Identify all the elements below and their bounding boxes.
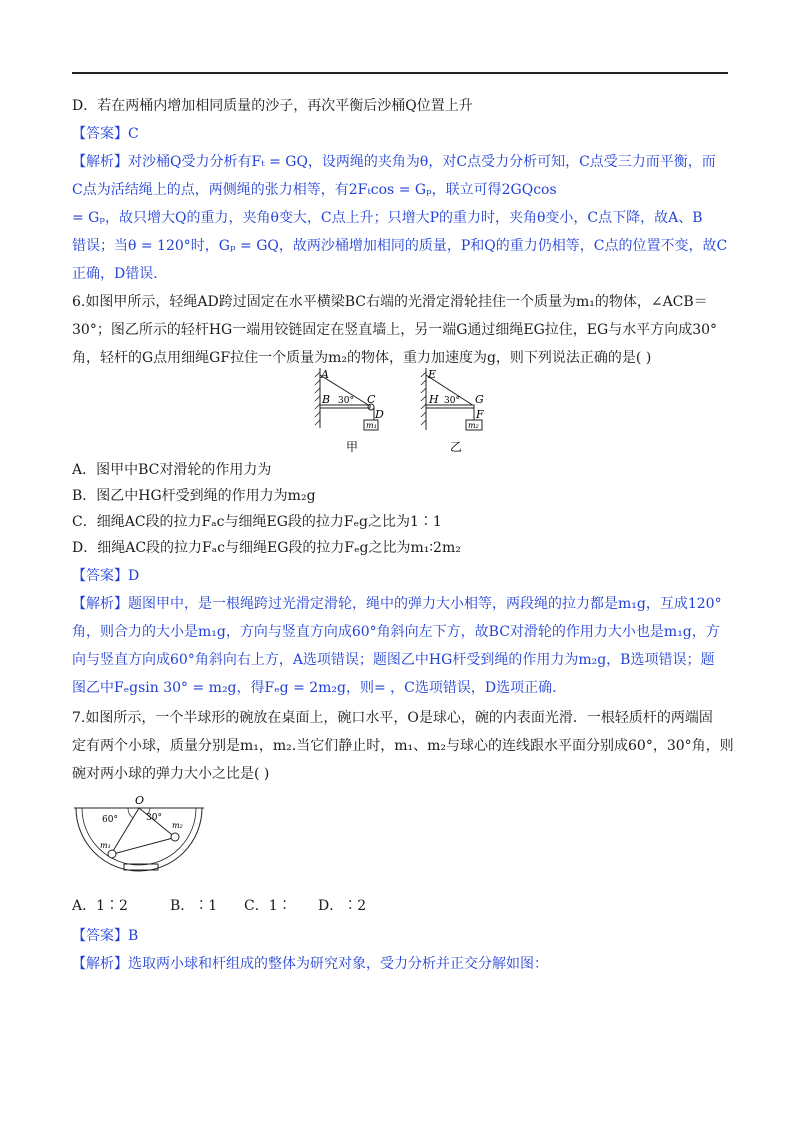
label-f: F (476, 408, 484, 421)
q6-stem: 角，轻杆的G点用细绳GF拉住一个质量为m₂的物体，重力加速度为g，则下列说法正确的是( ) (72, 350, 652, 366)
q6-stem: 6.如图甲所示，轻绳AD跨过固定在水平横梁BC右端的光滑定滑轮挂住一个质量为m₁的物体，∠ACB＝ (72, 294, 708, 310)
label-b: B (322, 393, 331, 406)
q6-answer: 【答案】D (72, 568, 140, 584)
q7-option-d: D．∶2 (318, 898, 367, 914)
q5-option-d: D．若在两桶内增加相同质量的沙子，再次平衡后沙桶Q位置上升 (72, 98, 473, 114)
q6-option: A．图甲中BC对滑轮的作用力为 (72, 462, 272, 478)
caption-jia: 甲 (346, 440, 359, 454)
q6-analysis-line: 图乙中Fₑgsin 30° = m₂g，得Fₑg = 2m₂g，则= ，C选项错误，D选项正确． (72, 680, 567, 696)
label-angle-30: 30° (146, 813, 162, 823)
q6-stem: 30°；图乙所示的轻杆HG一端用铰链固定在竖直墙上，另一端G通过细绳EG拉住，EG与水平方向成30° (72, 322, 718, 338)
q5-analysis-line: 【解析】对沙桶Q受力分析有Fₜ = GQ，设两绳的夹角为θ，对C点受力分析可知，C点受三力而平衡，而 (72, 154, 716, 170)
figure-bowl (72, 792, 212, 882)
label-m1: m₁ (100, 841, 111, 850)
q5-answer: 【答案】C (72, 126, 139, 142)
q7-stem: 碗对两小球的弹力大小之比是( ) (72, 766, 270, 782)
label-o: O (135, 794, 145, 807)
label-d: D (375, 408, 384, 421)
label-e: E (428, 368, 437, 381)
q5-analysis-line: C点为活结绳上的点，两侧绳的张力相等，有2Fₜcos = Gₚ，联立可得2GQcos (72, 182, 557, 198)
q7-stem: 7.如图所示，一个半球形的碗放在桌面上，碗口水平，O是球心，碗的内表面光滑．一根轻质杆的两端固 (72, 710, 713, 726)
q6-analysis-line: 【解析】题图甲中，是一根绳跨过光滑定滑轮，绳中的弹力大小相等，两段绳的拉力都是m₁g，互成120° (72, 596, 722, 612)
q6-analysis-line: 角，则合力的大小是m₁g，方向与竖直方向成60°角斜向左下方，故BC对滑轮的作用力大小也是m₁g，方 (72, 624, 720, 640)
label-angle: 30° (338, 396, 354, 406)
q6-analysis-line: 向与竖直方向成60°角斜向右上方，A选项错误；题图乙中HG杆受到绳的作用力为m₂g，B选项错误；题 (72, 652, 715, 668)
figure-jia (308, 366, 388, 456)
q7-answer: 【答案】B (72, 928, 139, 944)
q7-stem: 定有两个小球，质量分别是m₁，m₂.当它们静止时，m₁、m₂与球心的连线跟水平面分别成60°，30°角，则 (72, 738, 734, 754)
label-g: G (475, 393, 484, 406)
caption-yi: 乙 (450, 440, 463, 454)
label-a: A (321, 368, 329, 381)
label-m2: m₂ (172, 821, 183, 830)
q7-analysis (72, 954, 548, 974)
q7-analysis-text: 【解析】选取两小球和杆组成的整体为研究对象，受力分析并正交分解如图： (72, 956, 548, 972)
label-m2: m₂ (468, 421, 479, 430)
figure-yi (420, 366, 500, 456)
q6-option: B．图乙中HG杆受到绳的作用力为m₂g (72, 488, 316, 504)
label-h: H (429, 393, 439, 406)
q7-option-a: A．1∶2 (72, 898, 128, 914)
q7-option-b: B．∶1 (170, 898, 218, 914)
q5-analysis-line: = Gₚ，故只增大Q的重力，夹角θ变大，C点上升；只增大P的重力时，夹角θ变小，C点下降，故A、B (72, 210, 703, 226)
q7-option-c: C．1∶ (244, 898, 292, 914)
label-c: C (367, 393, 376, 406)
label-m1: m₁ (366, 421, 377, 430)
header-rule (72, 72, 728, 74)
q5-analysis-line: 正确，D错误． (72, 266, 168, 282)
q5-analysis-line: 错误；当θ = 120°时，Gₚ = GQ，故两沙桶增加相同的质量，P和Q的重力仍相等，C点的位置不变，故C (72, 238, 728, 254)
label-angle: 30° (444, 396, 460, 406)
q6-option: C．细绳AC段的拉力Fₐc与细绳EG段的拉力Fₑg之比为1∶1 (72, 514, 442, 530)
q6-option: D．细绳AC段的拉力Fₐc与细绳EG段的拉力Fₑg之比为m₁∶2m₂ (72, 540, 461, 556)
label-angle-60: 60° (102, 815, 118, 825)
